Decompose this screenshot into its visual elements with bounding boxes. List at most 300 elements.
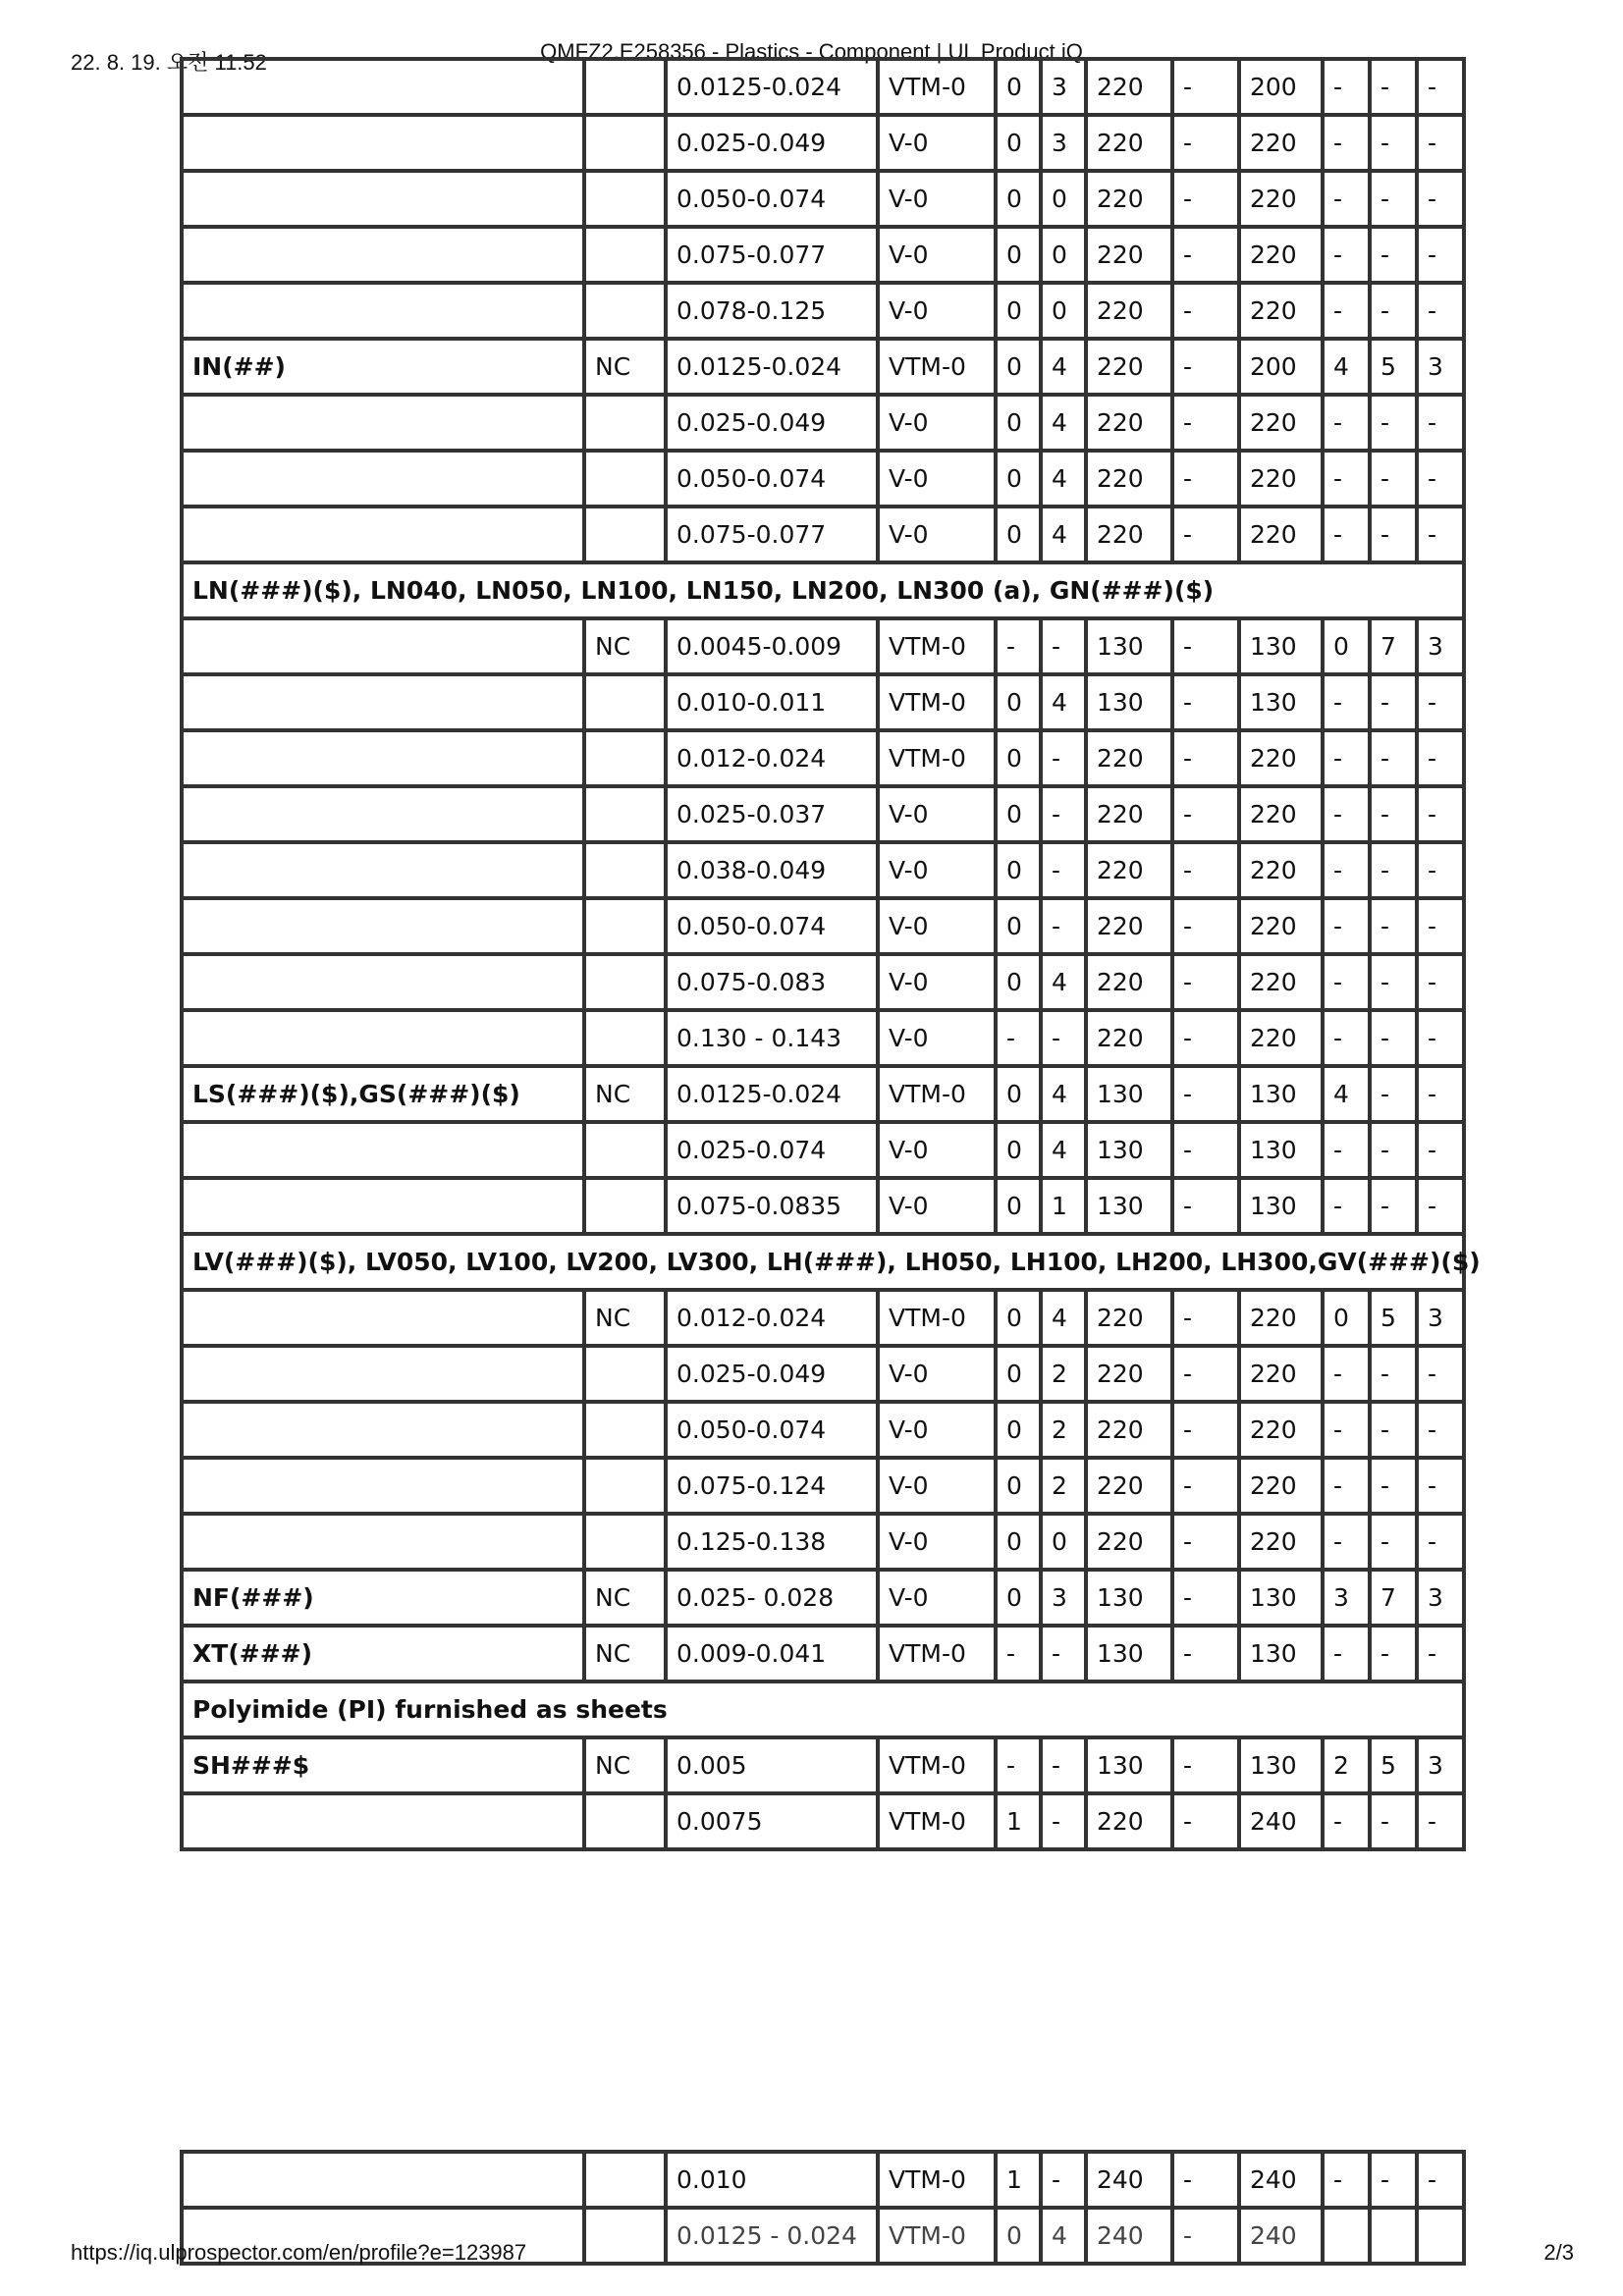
hvtr-cell: - — [1370, 1402, 1417, 1458]
hai-cell: - — [1041, 2152, 1086, 2208]
hvtr-cell: - — [1370, 395, 1417, 451]
rti-str-cell: 220 — [1239, 283, 1323, 339]
hwi-cell: 0 — [996, 1290, 1041, 1346]
color-cell: NC — [584, 1570, 666, 1626]
rti-str-cell: 130 — [1239, 674, 1323, 730]
flame-class-cell: V-0 — [878, 842, 996, 898]
hwi-cell: 0 — [996, 1122, 1041, 1178]
flame-class-cell: VTM-0 — [878, 339, 996, 395]
cti-cell: - — [1323, 395, 1370, 451]
table-row — [182, 1122, 1464, 1178]
rti-elec-cell: 130 — [1086, 1570, 1172, 1626]
hwi-cell: 0 — [996, 674, 1041, 730]
hvtr-cell: 7 — [1370, 618, 1417, 674]
hai-cell: 3 — [1041, 1570, 1086, 1626]
product-designation-cell — [182, 786, 584, 842]
table-row — [182, 842, 1464, 898]
hai-cell: - — [1041, 898, 1086, 954]
rti-elec-cell: 220 — [1086, 451, 1172, 507]
d495-cell: - — [1417, 1066, 1464, 1122]
cti-cell: - — [1323, 898, 1370, 954]
flame-class-cell: V-0 — [878, 1346, 996, 1402]
d495-cell: - — [1417, 171, 1464, 227]
cti-cell: - — [1323, 1626, 1370, 1682]
rti-str-cell: 130 — [1239, 618, 1323, 674]
thickness-cell: 0.009-0.041 — [666, 1626, 878, 1682]
flame-class-cell: VTM-0 — [878, 730, 996, 786]
color-cell — [584, 898, 666, 954]
print-date: 22. 8. 19. 오전 11:52 — [71, 50, 267, 75]
rti-elec-cell: 220 — [1086, 1402, 1172, 1458]
cti-cell: - — [1323, 1346, 1370, 1402]
hai-cell: - — [1041, 1626, 1086, 1682]
product-designation-cell — [182, 1122, 584, 1178]
flame-class-cell: VTM-0 — [878, 1290, 996, 1346]
thickness-cell: 0.038-0.049 — [666, 842, 878, 898]
color-cell: NC — [584, 1626, 666, 1682]
product-designation-cell — [182, 451, 584, 507]
rti-imp-cell: - — [1172, 842, 1239, 898]
thickness-cell: 0.025-0.049 — [666, 395, 878, 451]
cti-cell: - — [1323, 1514, 1370, 1570]
product-designation-cell — [182, 1793, 584, 1849]
rti-imp-cell: - — [1172, 730, 1239, 786]
page-url: https://iq.ulprospector.com/en/profile?e=123987 — [71, 2240, 527, 2265]
product-designation-cell — [182, 227, 584, 283]
product-designation-cell — [182, 283, 584, 339]
hvtr-cell: 5 — [1370, 339, 1417, 395]
d495-cell: 3 — [1417, 618, 1464, 674]
table-row — [182, 115, 1464, 171]
rti-str-cell: 200 — [1239, 339, 1323, 395]
rti-imp-cell: - — [1172, 1514, 1239, 1570]
product-designation-cell — [182, 1402, 584, 1458]
d495-cell: - — [1417, 283, 1464, 339]
flame-class-cell: V-0 — [878, 898, 996, 954]
table-row — [182, 2152, 1464, 2208]
rti-str-cell: 220 — [1239, 1010, 1323, 1066]
rti-str-cell: 130 — [1239, 1178, 1323, 1234]
product-designation-cell — [182, 1514, 584, 1570]
thickness-cell: 0.012-0.024 — [666, 1290, 878, 1346]
rti-str-cell: 220 — [1239, 451, 1323, 507]
rti-str-cell: 220 — [1239, 115, 1323, 171]
hwi-cell: 0 — [996, 115, 1041, 171]
rti-elec-cell: 220 — [1086, 786, 1172, 842]
hai-cell: 4 — [1041, 395, 1086, 451]
d495-cell: - — [1417, 898, 1464, 954]
rti-str-cell: 240 — [1239, 2152, 1323, 2208]
hwi-cell: 0 — [996, 451, 1041, 507]
thickness-cell: 0.125-0.138 — [666, 1514, 878, 1570]
hwi-cell: 0 — [996, 842, 1041, 898]
d495-cell: - — [1417, 954, 1464, 1010]
cti-cell: - — [1323, 171, 1370, 227]
rti-elec-cell: 220 — [1086, 339, 1172, 395]
color-cell — [584, 2152, 666, 2208]
flame-class-cell: VTM-0 — [878, 1737, 996, 1793]
rti-str-cell: 220 — [1239, 730, 1323, 786]
cti-cell: - — [1323, 1178, 1370, 1234]
product-designation-cell — [182, 1178, 584, 1234]
page-title: QMFZ2.E258356 - Plastics - Component | UL Product iQ — [540, 39, 1083, 64]
table-row — [182, 59, 1464, 115]
hai-cell: 3 — [1041, 115, 1086, 171]
rti-imp-cell: - — [1172, 898, 1239, 954]
table-row — [182, 674, 1464, 730]
hwi-cell: 0 — [996, 898, 1041, 954]
table-row — [182, 1346, 1464, 1402]
hvtr-cell: 7 — [1370, 1570, 1417, 1626]
d495-cell: - — [1417, 1122, 1464, 1178]
product-designation-cell — [182, 898, 584, 954]
d495-cell: - — [1417, 786, 1464, 842]
d495-cell: - — [1417, 730, 1464, 786]
table-row — [182, 1737, 1464, 1793]
cti-cell: - — [1323, 1458, 1370, 1514]
cti-cell: - — [1323, 59, 1370, 115]
hvtr-cell: - — [1370, 1010, 1417, 1066]
rti-imp-cell: - — [1172, 2152, 1239, 2208]
hvtr-cell: - — [1370, 1346, 1417, 1402]
rti-str-cell: 130 — [1239, 1570, 1323, 1626]
thickness-cell: 0.025-0.049 — [666, 115, 878, 171]
color-cell: NC — [584, 1290, 666, 1346]
color-cell: NC — [584, 1737, 666, 1793]
thickness-cell: 0.0045-0.009 — [666, 618, 878, 674]
rti-str-cell: 130 — [1239, 1737, 1323, 1793]
product-designation-cell — [182, 730, 584, 786]
color-cell — [584, 1514, 666, 1570]
hwi-cell: 0 — [996, 339, 1041, 395]
product-designation-cell — [182, 674, 584, 730]
d495-cell — [1417, 2208, 1464, 2264]
rti-elec-cell: 220 — [1086, 842, 1172, 898]
rti-str-cell: 220 — [1239, 1346, 1323, 1402]
hwi-cell: 0 — [996, 507, 1041, 562]
flame-class-cell: V-0 — [878, 283, 996, 339]
hvtr-cell: - — [1370, 954, 1417, 1010]
hai-cell: 4 — [1041, 339, 1086, 395]
rti-str-cell: 240 — [1239, 1793, 1323, 1849]
table-row — [182, 227, 1464, 283]
rti-imp-cell: - — [1172, 115, 1239, 171]
d495-cell: - — [1417, 1346, 1464, 1402]
product-designation-cell — [182, 2152, 584, 2208]
hai-cell: 0 — [1041, 171, 1086, 227]
thickness-cell: 0.075-0.077 — [666, 507, 878, 562]
color-cell — [584, 507, 666, 562]
d495-cell: - — [1417, 1514, 1464, 1570]
hvtr-cell: - — [1370, 59, 1417, 115]
rti-imp-cell: - — [1172, 1570, 1239, 1626]
hai-cell: 4 — [1041, 674, 1086, 730]
hwi-cell: 1 — [996, 1793, 1041, 1849]
hvtr-cell: - — [1370, 730, 1417, 786]
section-heading: LV(###)($), LV050, LV100, LV200, LV300, LH(###), LH050, LH100, LH200, LH300,GV(###)($) — [182, 1234, 1464, 1290]
product-designation-cell: IN(##) — [182, 339, 584, 395]
color-cell — [584, 59, 666, 115]
cti-cell: - — [1323, 507, 1370, 562]
thickness-cell: 0.050-0.074 — [666, 898, 878, 954]
rti-imp-cell: - — [1172, 618, 1239, 674]
rti-str-cell: 220 — [1239, 1402, 1323, 1458]
cti-cell: - — [1323, 1010, 1370, 1066]
flame-class-cell: V-0 — [878, 227, 996, 283]
color-cell — [584, 1122, 666, 1178]
table-row — [182, 171, 1464, 227]
product-designation-cell: XT(###) — [182, 1626, 584, 1682]
flame-class-cell: V-0 — [878, 1458, 996, 1514]
hvtr-cell: - — [1370, 786, 1417, 842]
hai-cell: - — [1041, 1793, 1086, 1849]
hai-cell: - — [1041, 842, 1086, 898]
thickness-cell: 0.050-0.074 — [666, 171, 878, 227]
d495-cell: - — [1417, 674, 1464, 730]
rti-elec-cell: 220 — [1086, 59, 1172, 115]
rti-imp-cell: - — [1172, 954, 1239, 1010]
table-row — [182, 898, 1464, 954]
flame-class-cell: VTM-0 — [878, 1066, 996, 1122]
color-cell — [584, 1402, 666, 1458]
table-row — [182, 730, 1464, 786]
hai-cell: 4 — [1041, 1066, 1086, 1122]
rti-elec-cell: 240 — [1086, 2208, 1172, 2264]
rti-str-cell: 130 — [1239, 1626, 1323, 1682]
rti-imp-cell: - — [1172, 1178, 1239, 1234]
rti-str-cell: 220 — [1239, 954, 1323, 1010]
rti-elec-cell: 220 — [1086, 1290, 1172, 1346]
thickness-cell: 0.075-0.0835 — [666, 1178, 878, 1234]
ratings-table-continued — [180, 2150, 1462, 2250]
hai-cell: 3 — [1041, 59, 1086, 115]
flame-class-cell: VTM-0 — [878, 618, 996, 674]
rti-elec-cell: 220 — [1086, 1514, 1172, 1570]
hvtr-cell: 5 — [1370, 1290, 1417, 1346]
hwi-cell: - — [996, 1626, 1041, 1682]
flame-class-cell: V-0 — [878, 786, 996, 842]
hvtr-cell: - — [1370, 283, 1417, 339]
table-row — [182, 1010, 1464, 1066]
d495-cell: - — [1417, 2152, 1464, 2208]
ratings-table-upper — [180, 73, 1481, 2108]
page-number: 2/3 — [1543, 2240, 1574, 2265]
color-cell: NC — [584, 1066, 666, 1122]
product-designation-cell — [182, 507, 584, 562]
thickness-cell: 0.050-0.074 — [666, 451, 878, 507]
cti-cell: 0 — [1323, 1290, 1370, 1346]
rti-str-cell: 220 — [1239, 1290, 1323, 1346]
rti-imp-cell: - — [1172, 1010, 1239, 1066]
flame-class-cell: V-0 — [878, 1402, 996, 1458]
rti-imp-cell: - — [1172, 1290, 1239, 1346]
hvtr-cell — [1370, 2208, 1417, 2264]
hwi-cell: 0 — [996, 1346, 1041, 1402]
hvtr-cell: 5 — [1370, 1737, 1417, 1793]
hwi-cell: 0 — [996, 171, 1041, 227]
flame-class-cell: V-0 — [878, 1010, 996, 1066]
cti-cell: - — [1323, 115, 1370, 171]
hwi-cell: 0 — [996, 1066, 1041, 1122]
section-row — [182, 1234, 1464, 1290]
d495-cell: - — [1417, 842, 1464, 898]
table-row — [182, 283, 1464, 339]
rti-elec-cell: 220 — [1086, 171, 1172, 227]
flame-class-cell: VTM-0 — [878, 59, 996, 115]
color-cell — [584, 674, 666, 730]
hwi-cell: 0 — [996, 283, 1041, 339]
table-row — [182, 1570, 1464, 1626]
cti-cell: - — [1323, 1122, 1370, 1178]
hvtr-cell: - — [1370, 898, 1417, 954]
rti-elec-cell: 130 — [1086, 1066, 1172, 1122]
rti-elec-cell: 220 — [1086, 507, 1172, 562]
cti-cell: - — [1323, 1793, 1370, 1849]
color-cell — [584, 730, 666, 786]
d495-cell: - — [1417, 507, 1464, 562]
flame-class-cell: VTM-0 — [878, 2208, 996, 2264]
color-cell — [584, 1010, 666, 1066]
flame-class-cell: VTM-0 — [878, 674, 996, 730]
rti-imp-cell: - — [1172, 786, 1239, 842]
product-designation-cell — [182, 171, 584, 227]
rti-imp-cell: - — [1172, 507, 1239, 562]
rti-imp-cell: - — [1172, 674, 1239, 730]
table-row — [182, 507, 1464, 562]
flame-class-cell: VTM-0 — [878, 1626, 996, 1682]
color-cell — [584, 1793, 666, 1849]
thickness-cell: 0.0125-0.024 — [666, 1066, 878, 1122]
color-cell — [584, 786, 666, 842]
hvtr-cell: - — [1370, 507, 1417, 562]
cti-cell: - — [1323, 2152, 1370, 2208]
color-cell — [584, 1178, 666, 1234]
rti-imp-cell: - — [1172, 1458, 1239, 1514]
thickness-cell: 0.005 — [666, 1737, 878, 1793]
rti-imp-cell: - — [1172, 283, 1239, 339]
color-cell — [584, 451, 666, 507]
thickness-cell: 0.075-0.077 — [666, 227, 878, 283]
section-row — [182, 1682, 1464, 1737]
d495-cell: - — [1417, 1626, 1464, 1682]
thickness-cell: 0.050-0.074 — [666, 1402, 878, 1458]
hwi-cell: 0 — [996, 1514, 1041, 1570]
flame-class-cell: V-0 — [878, 954, 996, 1010]
color-cell — [584, 842, 666, 898]
hvtr-cell: - — [1370, 171, 1417, 227]
thickness-cell: 0.010-0.011 — [666, 674, 878, 730]
color-cell — [584, 115, 666, 171]
d495-cell: - — [1417, 1010, 1464, 1066]
cti-cell: 3 — [1323, 1570, 1370, 1626]
hwi-cell: 0 — [996, 59, 1041, 115]
product-designation-cell — [182, 1290, 584, 1346]
table-row — [182, 339, 1464, 395]
d495-cell: - — [1417, 451, 1464, 507]
flame-class-cell: VTM-0 — [878, 2152, 996, 2208]
color-cell: NC — [584, 339, 666, 395]
flame-class-cell: V-0 — [878, 1514, 996, 1570]
cti-cell: - — [1323, 674, 1370, 730]
rti-str-cell: 200 — [1239, 59, 1323, 115]
product-designation-cell — [182, 395, 584, 451]
table-row — [182, 1626, 1464, 1682]
product-designation-cell — [182, 1458, 584, 1514]
hai-cell: - — [1041, 618, 1086, 674]
hwi-cell: 1 — [996, 2152, 1041, 2208]
rti-elec-cell: 220 — [1086, 1346, 1172, 1402]
rti-elec-cell: 220 — [1086, 954, 1172, 1010]
hai-cell: - — [1041, 1737, 1086, 1793]
hwi-cell: 0 — [996, 1402, 1041, 1458]
hvtr-cell: - — [1370, 451, 1417, 507]
rti-imp-cell: - — [1172, 227, 1239, 283]
color-cell — [584, 395, 666, 451]
hvtr-cell: - — [1370, 1514, 1417, 1570]
rti-str-cell: 130 — [1239, 1066, 1323, 1122]
section-row — [182, 562, 1464, 618]
color-cell — [584, 1346, 666, 1402]
product-designation-cell — [182, 842, 584, 898]
rti-imp-cell: - — [1172, 2208, 1239, 2264]
cti-cell — [1323, 2208, 1370, 2264]
hai-cell: - — [1041, 786, 1086, 842]
rti-elec-cell: 220 — [1086, 115, 1172, 171]
hai-cell: 4 — [1041, 2208, 1086, 2264]
color-cell — [584, 171, 666, 227]
hwi-cell: 0 — [996, 395, 1041, 451]
thickness-cell: 0.010 — [666, 2152, 878, 2208]
rti-str-cell: 220 — [1239, 227, 1323, 283]
rti-elec-cell: 130 — [1086, 1626, 1172, 1682]
color-cell — [584, 227, 666, 283]
hwi-cell: 0 — [996, 227, 1041, 283]
table-row — [182, 395, 1464, 451]
section-heading: LN(###)($), LN040, LN050, LN100, LN150, LN200, LN300 (a), GN(###)($) — [182, 562, 1464, 618]
rti-elec-cell: 220 — [1086, 395, 1172, 451]
table-row — [182, 1066, 1464, 1122]
d495-cell: - — [1417, 115, 1464, 171]
table-row — [182, 954, 1464, 1010]
hwi-cell: 0 — [996, 1178, 1041, 1234]
thickness-cell: 0.0125-0.024 — [666, 59, 878, 115]
product-designation-cell — [182, 115, 584, 171]
hwi-cell: - — [996, 618, 1041, 674]
rti-elec-cell: 240 — [1086, 2152, 1172, 2208]
rti-elec-cell: 220 — [1086, 1010, 1172, 1066]
rti-imp-cell: - — [1172, 339, 1239, 395]
hai-cell: 4 — [1041, 954, 1086, 1010]
rti-elec-cell: 220 — [1086, 1458, 1172, 1514]
thickness-cell: 0.078-0.125 — [666, 283, 878, 339]
d495-cell: 3 — [1417, 1570, 1464, 1626]
thickness-cell: 0.025-0.037 — [666, 786, 878, 842]
hai-cell: 2 — [1041, 1458, 1086, 1514]
cti-cell: - — [1323, 227, 1370, 283]
rti-elec-cell: 220 — [1086, 730, 1172, 786]
rti-str-cell: 220 — [1239, 786, 1323, 842]
product-designation-cell — [182, 954, 584, 1010]
cti-cell: - — [1323, 842, 1370, 898]
rti-str-cell: 220 — [1239, 395, 1323, 451]
hai-cell: 4 — [1041, 1290, 1086, 1346]
flame-class-cell: V-0 — [878, 1570, 996, 1626]
rti-imp-cell: - — [1172, 451, 1239, 507]
thickness-cell: 0.0125 - 0.024 — [666, 2208, 878, 2264]
flame-class-cell: V-0 — [878, 1122, 996, 1178]
thickness-cell: 0.025-0.049 — [666, 1346, 878, 1402]
hai-cell: - — [1041, 730, 1086, 786]
